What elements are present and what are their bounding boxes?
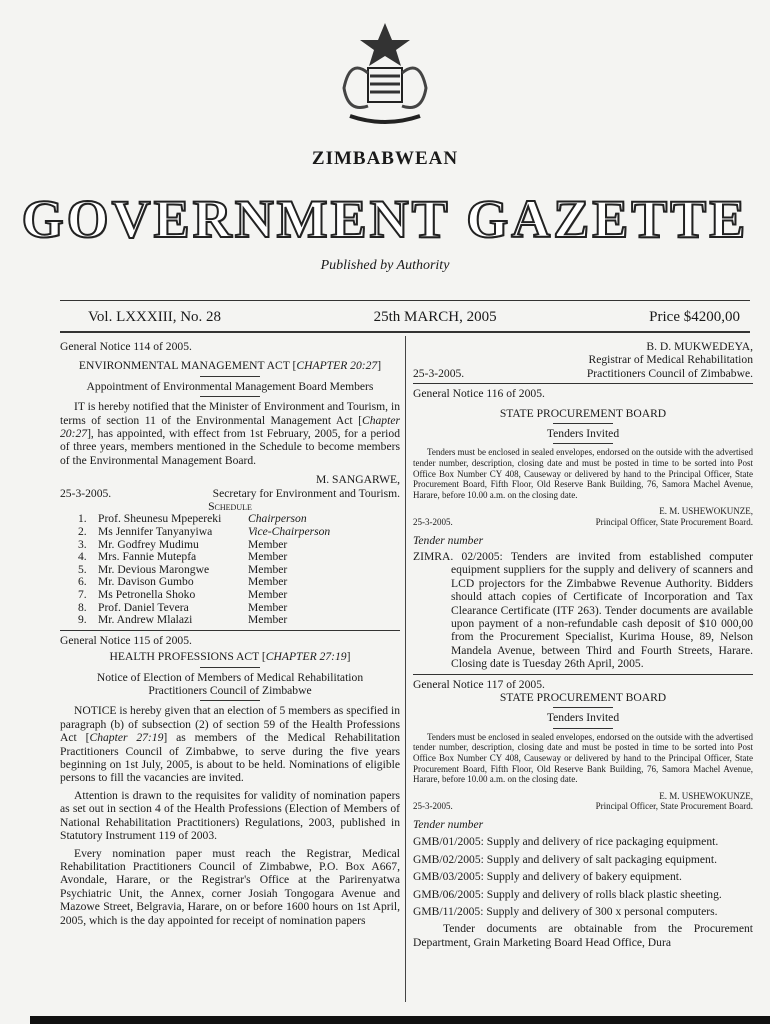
masthead-country: ZIMBABWEAN <box>311 148 459 169</box>
member-role: Member <box>248 613 288 627</box>
signatory-title: Principal Officer, State Procurement Board. <box>595 801 753 812</box>
tender-label: Tender number <box>413 533 484 547</box>
coat-of-arms-icon <box>330 18 440 133</box>
date-line <box>413 517 753 528</box>
notice-date: 25-3-2005. <box>60 486 112 500</box>
tender-item: GMB/02/2005: Supply and delivery of salt packaging equipment. <box>413 852 717 866</box>
member-number: 8. <box>78 600 87 614</box>
tender-item: GMB/11/2005: Supply and delivery of 300 x personal computers. <box>413 905 718 919</box>
tender-item: GMB/06/2005: Supply and delivery of rolls black plastic sheeting. <box>413 887 722 901</box>
member-number: 6. <box>78 575 87 589</box>
issue-line <box>88 309 740 326</box>
member-name: Ms Jennifer Tanyanyiwa <box>98 525 213 539</box>
schedule-list <box>78 513 400 626</box>
act-title: HEALTH PROFESSIONS ACT [CHAPTER 27:19] <box>109 650 351 664</box>
member-number: 5. <box>78 562 87 576</box>
date-line <box>60 487 400 500</box>
notice-date: 25-3-2005. <box>413 366 465 380</box>
member-number: 7. <box>78 588 87 602</box>
notice-body: Attention is drawn to the requisites for validity of nomination papers as set out in section 4 of the Health Professions (Election of Members of National Rehabilitation Practitioners) Regulations, 2003, published in Statutory Instrument 119 of 2003. <box>60 788 400 843</box>
member-name: Mr. Godfrey Mudimu <box>98 537 199 551</box>
notice-number: General Notice 115 of 2005. <box>60 633 192 647</box>
notice-number: General Notice 117 of 2005. <box>413 677 545 691</box>
price: Price $4200,00 <box>649 309 740 325</box>
right-column <box>413 340 753 949</box>
board-title: STATE PROCUREMENT BOARD <box>499 406 667 420</box>
member-role: Chairperson <box>248 512 307 526</box>
signatory-title: Secretary for Environment and Tourism. <box>212 486 400 500</box>
member-number: 1. <box>78 512 87 526</box>
member-name: Mr. Devious Marongwe <box>98 562 210 576</box>
tender-documents: Tender documents are obtainable from the Procurement Department, Grain Marketing Board Head Office, Dura <box>413 922 753 949</box>
date-line <box>413 367 753 380</box>
signatory: B. D. MUKWEDEYA, <box>646 340 753 353</box>
board-title: STATE PROCUREMENT BOARD <box>499 691 667 705</box>
member-role: Vice-Chairperson <box>248 525 331 539</box>
notice-body: Every nomination paper must reach the Registrar, Medical Rehabilitation Practitioners Council of Zimbabwe, P.O. Box A667, Avondale, Harare, or the Registrar's Office at the Parirenyatwa Psychiatric Unit, the Annex, corner Josiah Tongogara Avenue and Mazowe Street, Belgravia, Harare, on or before 1600 hours on 1st April, 2005, which is the day appointed for receipt of nomination papers <box>60 846 400 927</box>
member-name: Mr. Andrew Mlalazi <box>98 613 193 627</box>
member-role: Member <box>248 600 288 614</box>
tender-list <box>413 835 753 918</box>
tender-label: Tender number <box>413 818 484 832</box>
act-title: ENVIRONMENTAL MANAGEMENT ACT [CHAPTER 20:27] <box>78 359 382 373</box>
general-notice-115 <box>60 633 401 927</box>
member-role: Member <box>248 537 288 551</box>
volume: Vol. LXXXIII, No. 28 <box>88 309 222 325</box>
member-role: Member <box>248 575 288 589</box>
divider <box>60 300 750 301</box>
tender-item: GMB/03/2005: Supply and delivery of bakery equipment. <box>413 870 682 884</box>
notice-body: NOTICE is hereby given that an election of 5 members as specified in paragraph (b) of subsection (2) of section 59 of the Health Professions Act [Chapter 27:19] as members of the Medical Rehabilitation Practitioners Council of Zimbabwe, to serve during the five years beginning on 1st July, 2005, is about to be held. Nominations of eligible persons to fill the vacancies are invited. <box>60 704 401 785</box>
schedule-label: Schedule <box>208 500 252 514</box>
tender-item: GMB/01/2005: Supply and delivery of rice packaging equipment. <box>413 835 719 849</box>
column-divider <box>405 336 406 1002</box>
signatory-title: Principal Officer, State Procurement Board. <box>595 517 753 527</box>
notice-date: 25-3-2005. <box>413 801 453 812</box>
member-name: Prof. Sheunesu Mpepereki <box>98 512 222 526</box>
notice-number: General Notice 114 of 2005. <box>60 340 192 353</box>
member-name: Ms Petronella Shoko <box>98 588 196 602</box>
member-name: Mr. Davison Gumbo <box>98 575 194 589</box>
date-line <box>413 801 753 812</box>
tender-instructions: Tenders must be enclosed in sealed envelopes, endorsed on the outside with the advertised tender number, description, closing date and must be posted in time to be sorted into Post Office Box Number CY 408, Causeway or delivered by hand to the Principal Officer, State Procurement Board, Fifth Floor, Old Reserve Bank Building, 76, Samora Machel Avenue, Harare, before 10.00 a.m. on the closing date. <box>413 731 753 785</box>
member-number: 2. <box>78 525 87 539</box>
notice-heading: Notice of Election of Members of Medical Rehabilitation Practitioners Council of Zimbabwe <box>96 670 364 698</box>
notice-heading: Tenders Invited <box>546 427 620 441</box>
member-number: 4. <box>78 550 87 564</box>
general-notice-114 <box>60 340 400 631</box>
divider <box>60 331 750 333</box>
notice-body: IT is hereby notified that the Minister of Environment and Tourism, in terms of section 11 of the Environmental Management Act [Chapter 20:27], has appointed, with effect from 1st February, 2005, for a period of three years, members mentioned in the Schedule to become members of the Environmental Management Board. <box>60 400 400 467</box>
scan-edge <box>30 1016 770 1024</box>
signatory-title: Registrar of Medical Rehabilitation <box>588 353 753 367</box>
member-name: Mrs. Fannie Mutepfa <box>98 550 197 564</box>
member-role: Member <box>248 562 288 576</box>
notice-heading: Tenders Invited <box>546 711 620 725</box>
masthead-subtitle: Published by Authority <box>320 258 450 273</box>
notice-number: General Notice 116 of 2005. <box>413 387 545 401</box>
signatory: M. SANGARWE, <box>315 473 400 487</box>
tender-instructions: Tenders must be enclosed in sealed envelopes, endorsed on the outside with the advertised tender number, description, closing date and must be posted in time to be sorted into Post Office Box Number CY 408, Causeway or delivered by hand to the Principal Officer, State Procurement Board, Fifth Floor, Old Reserve Bank Building, 76, Samora Machel Avenue, Harare, before 10.00 a.m. on the closing date. <box>413 447 753 500</box>
left-column <box>60 340 401 927</box>
signatory: E. M. USHEWOKUNZE, <box>659 790 753 801</box>
member-number: 9. <box>78 613 87 627</box>
general-notice-117 <box>413 678 753 950</box>
issue-date: 25th MARCH, 2005 <box>373 309 497 325</box>
tender-item: ZIMRA. 02/2005: Tenders are invited from established computer equipment suppliers for the supply and delivery of scanners and LCD projectors for the Zimbabwe Revenue Authority. Bidders should attach copies of Certificate of Incorporation and Tax Clearance Certificate (ITF 263). Tender documents are available upon payment of a non-refundable cash deposit of $10 000,00 from the Procurement Specialist, Kurima House, 89, Nelson Mandela Avenue, between Third and Fourth Streets, Harare. Closing date is Tuesday 26th April, 2005. <box>413 550 753 671</box>
general-notice-116 <box>413 387 753 674</box>
member-role: Member <box>248 550 288 564</box>
notice-date: 25-3-2005. <box>413 517 453 527</box>
signatory: E. M. USHEWOKUNZE, <box>659 506 753 517</box>
member-role: Member <box>248 588 288 602</box>
member-number: 3. <box>78 537 87 551</box>
notice-heading: Appointment of Environmental Management Board Members <box>86 379 374 393</box>
member-name: Prof. Daniel Tevera <box>98 600 189 614</box>
masthead-title: GOVERNMENT GAZETTE <box>21 189 749 249</box>
signatory-title: Practitioners Council of Zimbabwe. <box>586 366 753 380</box>
